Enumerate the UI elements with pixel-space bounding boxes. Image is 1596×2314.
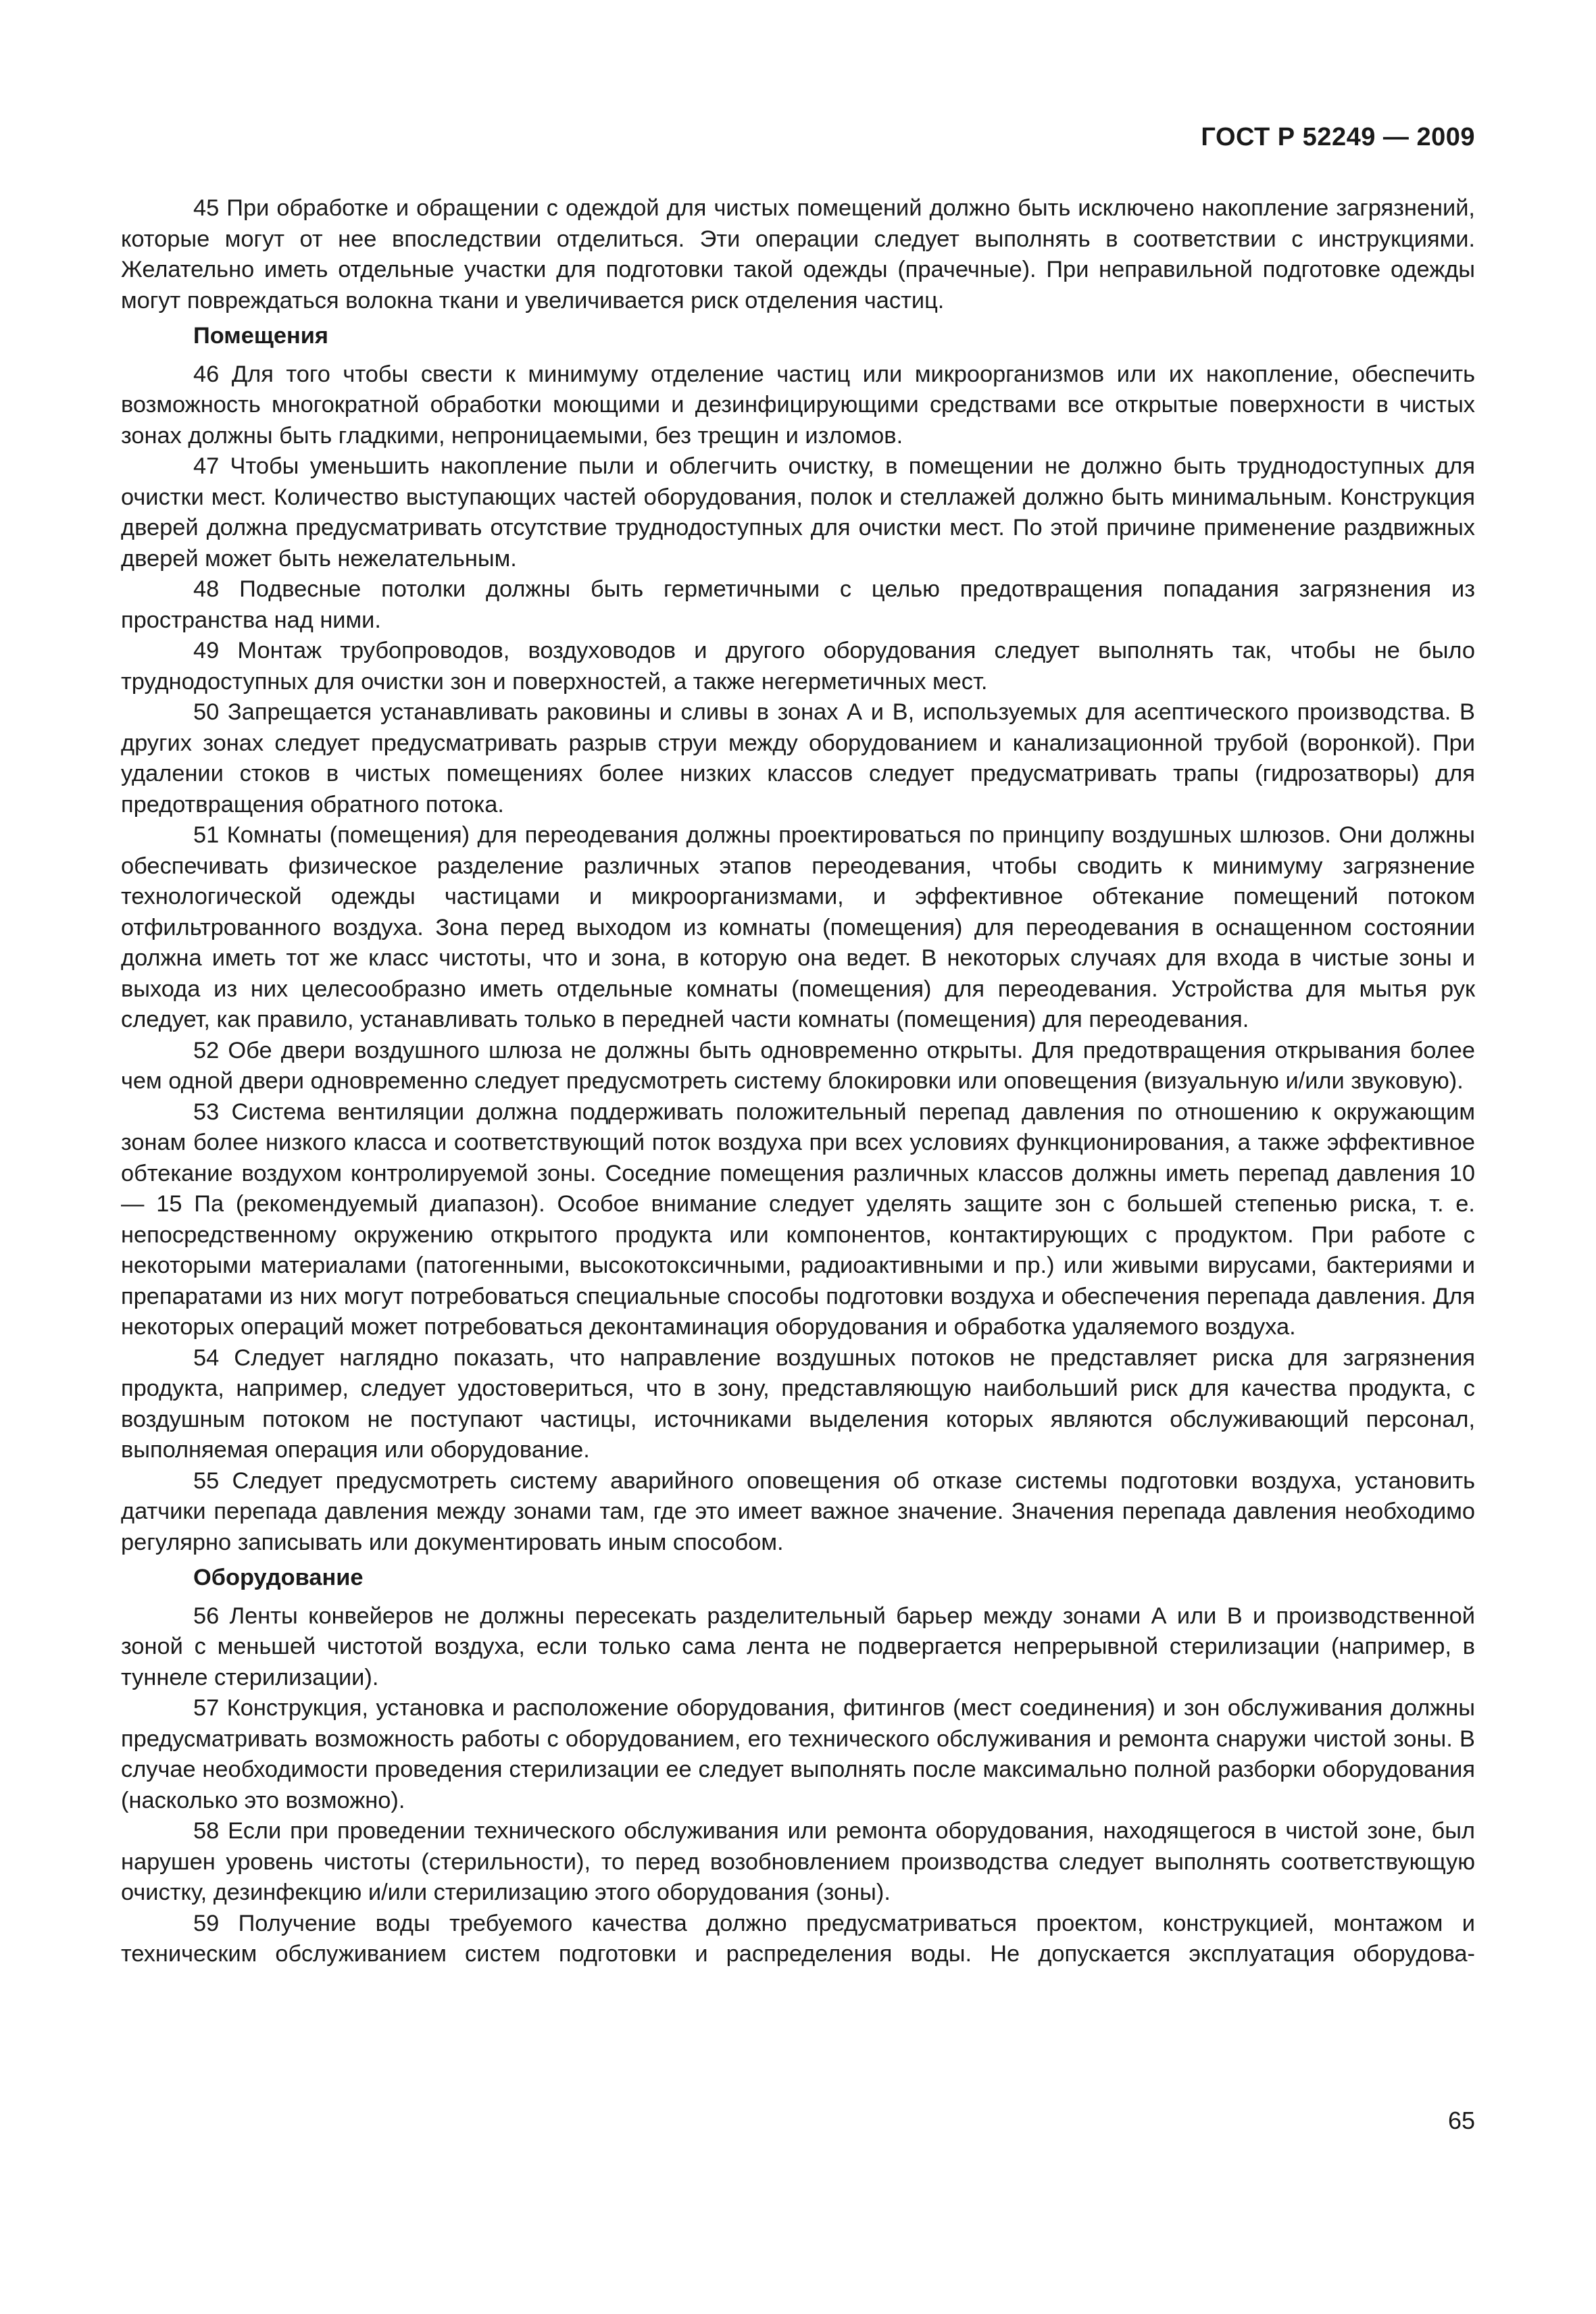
paragraph: 55 Следует предусмотреть систему аварийного оповещения об отказе системы подготовки воздуха, установить датчики перепада давления между зонами там, где это имеет важное значение. Значения перепада давления необходимо регулярно записывать или документировать иным способом. <box>121 1467 1475 1555</box>
page-number: 65 <box>1447 2107 1475 2134</box>
document-body <box>121 193 1475 1970</box>
paragraph: 54 Следует наглядно показать, что направление воздушных потоков не представляет риска для загрязнения продукта, например, следует удостовериться, что в зону, представляющую наибольший риск для качества продукта, с воздушным потоком не поступают частицы, источниками выделения которых являются обслуживающий персонал, выполняемая операция или оборудование. <box>121 1344 1475 1463</box>
paragraph: 56 Ленты конвейеров не должны пересекать разделительный барьер между зонами А или В и производственной зоной с меньшей чистотой воздуха, если только сама лента не подвергается непрерывной стерилизации (например, в туннеле стерилизации). <box>121 1603 1475 1690</box>
paragraph: 46 Для того чтобы свести к минимуму отделение частиц или микроорганизмов или их накопление, обеспечить возможность многократной обработки моющими и дезинфицирующими средствами все открытые поверхности в чистых зонах должны быть гладкими, непроницаемыми, без трещин и изломов. <box>121 361 1475 449</box>
paragraph: 50 Запрещается устанавливать раковины и сливы в зонах А и В, используемых для асептического производства. В других зонах следует предусматривать разрыв струи между оборудованием и канализационной трубой (воронкой). При удалении стоков в чистых помещениях более низких классов следует предусматривать трапы (гидрозатворы) для предотвращения обратного потока. <box>121 699 1475 818</box>
paragraph: 59 Получение воды требуемого качества должно предусматриваться проектом, конструкцией, монтажом и техническим обслуживанием систем подготовки и распределения воды. Не допускается эксплуатация оборудова- <box>121 1910 1475 1967</box>
section-heading: Оборудование <box>193 1565 364 1590</box>
section-heading: Помещения <box>193 323 328 349</box>
paragraph: 57 Конструкция, установка и расположение оборудования, фитингов (мест соединения) и зон обслуживания должны предусматривать возможность работы с оборудованием, его технического обслуживания и ремонта снаружи чистой зоны. В случае необходимости проведения стерилизации ее следует выполнять после максимально полной разборки оборудования (насколько это возможно). <box>121 1695 1475 1813</box>
paragraph: 58 Если при проведении технического обслуживания или ремонта оборудования, находящегося в чистой зоне, был нарушен уровень чистоты (стерильности), то перед возобновлением производства следует выполнять соответствующую очистку, дезинфекцию и/или стерилизацию этого оборудования (зоны). <box>121 1818 1475 1905</box>
paragraph: 45 При обработке и обращении с одеждой для чистых помещений должно быть исключено накопление загрязнений, которые могут от нее впоследствии отделиться. Эти операции следует выполнять в соответствии с инструкциями. Желательно иметь отдельные участки для подготовки такой одежды (прачечные). При неправильной подготовке одежды могут повреждаться волокна ткани и увеличивается риск отделения частиц. <box>121 195 1475 313</box>
paragraph: 51 Комнаты (помещения) для переодевания должны проектироваться по принципу воздушных шлюзов. Они должны обеспечивать физическое разделение различных этапов переодевания, чтобы сводить к минимуму загрязнение технологической одежды частицами и микроорганизмами, и эффективное обтекание помещений потоком отфильтрованного воздуха. Зона перед выходом из комнаты (помещения) для переодевания в оснащенном состоянии должна иметь тот же класс чистоты, что и зона, в которую она ведет. В некоторых случаях для входа в чистые зоны и выхода из них целесообразно иметь отдельные комнаты (помещения) для переодевания. Устройства для мытья рук следует, как правило, устанавливать только в передней части комнаты (помещения) для переодевания. <box>121 822 1475 1032</box>
paragraph: 49 Монтаж трубопроводов, воздуховодов и другого оборудования следует выполнять так, чтобы не было труднодоступных для очистки зон и поверхностей, а также негерметичных мест. <box>121 638 1475 695</box>
paragraph: 52 Обе двери воздушного шлюза не должны быть одновременно открыты. Для предотвращения открывания более чем одной двери одновременно следует предусмотреть систему блокировки или оповещения (визуальную и/или звуковую). <box>121 1037 1475 1094</box>
document-header: ГОСТ Р 52249 — 2009 <box>1201 123 1475 151</box>
paragraph: 47 Чтобы уменьшить накопление пыли и облегчить очистку, в помещении не должно быть труднодоступных для очистки мест. Количество выступающих частей оборудования, полок и стеллажей должно быть минимальным. Конструкция дверей должна предусматривать отсутствие труднодоступных для очистки мест. По этой причине применение раздвижных дверей может быть нежелательным. <box>121 453 1475 572</box>
paragraph: 48 Подвесные потолки должны быть герметичными с целью предотвращения попадания загрязнения из пространства над ними. <box>121 576 1475 633</box>
paragraph: 53 Система вентиляции должна поддерживать положительный перепад давления по отношению к окружающим зонам более низкого класса и соответствующий поток воздуха при всех условиях функционирования, а также эффективное обтекание воздухом контролируемой зоны. Соседние помещения различных классов должны иметь перепад давления 10 — 15 Па (рекомендуемый диапазон). Особое внимание следует уделять защите зон с большей степенью риска, т. е. непосредственному окружению открытого продукта или компонентов, контактирующих с продуктом. При работе с некоторыми материалами (патогенными, высокотоксичными, радиоактивными и пр.) или живыми вирусами, бактериями и препаратами из них могут потребоваться специальные способы подготовки воздуха и обеспечения перепада давления. Для некоторых операций может потребоваться деконтаминация оборудования и обработка удаляемого воздуха. <box>121 1099 1475 1340</box>
